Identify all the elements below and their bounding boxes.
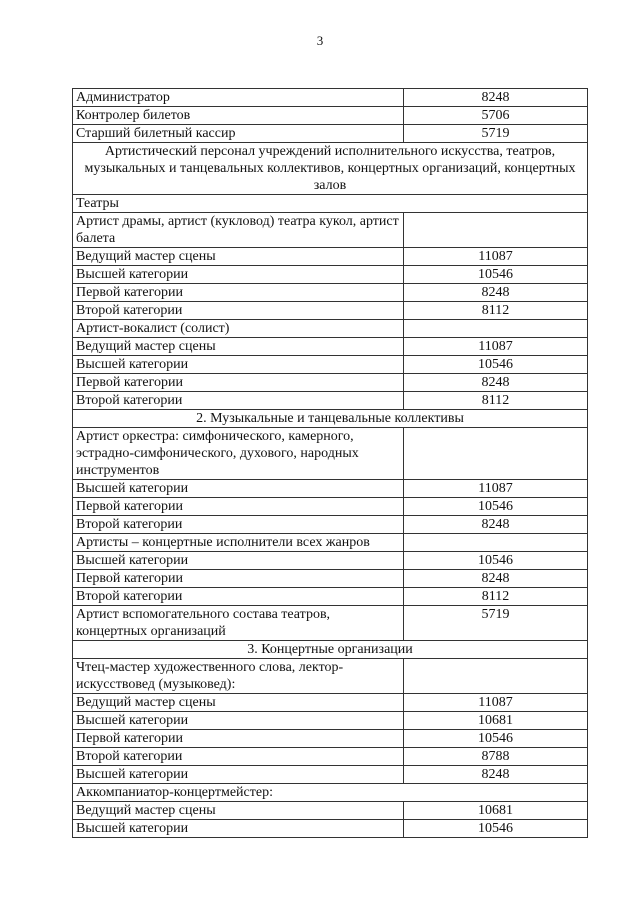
salary-value-cell [404, 534, 588, 552]
position-name-cell: Второй категории [73, 748, 404, 766]
section-header: 2. Музыкальные и танцевальные коллективы [73, 410, 588, 428]
subsection-row [73, 195, 588, 213]
position-name-cell: Контролер билетов [73, 107, 404, 125]
position-name-cell: Ведущий мастер сцены [73, 248, 404, 266]
position-name-cell: Артисты – концертные исполнители всех жанров [73, 534, 404, 552]
table-row [73, 284, 588, 302]
position-name-cell: Высшей категории [73, 820, 404, 838]
salary-value-cell: 8112 [404, 302, 588, 320]
position-name-cell: Второй категории [73, 588, 404, 606]
position-name-cell: Артист драмы, артист (кукловод) театра кукол, артист балета [73, 213, 404, 248]
table-row [73, 552, 588, 570]
table-row [73, 125, 588, 143]
table-row [73, 730, 588, 748]
position-name-cell: Ведущий мастер сцены [73, 338, 404, 356]
page-number: 3 [316, 33, 324, 48]
salary-value-cell: 8248 [404, 516, 588, 534]
position-name-cell: Администратор [73, 89, 404, 107]
subsection-row [73, 784, 588, 802]
position-name-cell: Высшей категории [73, 266, 404, 284]
table-row [73, 606, 588, 641]
salary-value-cell: 5719 [404, 125, 588, 143]
table-row [73, 302, 588, 320]
table-row [73, 89, 588, 107]
position-name-cell: Артист вспомогательного состава театров, концертных организаций [73, 606, 404, 641]
salary-value-cell [404, 320, 588, 338]
salary-value-cell: 10681 [404, 712, 588, 730]
table-row [73, 428, 588, 480]
position-name-cell: Второй категории [73, 516, 404, 534]
position-name-cell: Высшей категории [73, 552, 404, 570]
salary-value-cell: 10546 [404, 820, 588, 838]
salary-value-cell: 8248 [404, 284, 588, 302]
salary-value-cell: 11087 [404, 480, 588, 498]
salary-value-cell [404, 213, 588, 248]
table-row [73, 588, 588, 606]
table-row [73, 570, 588, 588]
table-row [73, 712, 588, 730]
salary-table-body [73, 89, 588, 838]
salary-value-cell: 5719 [404, 606, 588, 641]
table-row [73, 338, 588, 356]
salary-value-cell: 10681 [404, 802, 588, 820]
table-row [73, 266, 588, 284]
salary-value-cell: 10546 [404, 356, 588, 374]
table-row [73, 802, 588, 820]
salary-value-cell: 11087 [404, 248, 588, 266]
table-row [73, 820, 588, 838]
section-header-row [73, 641, 588, 659]
position-name-cell: Первой категории [73, 730, 404, 748]
position-name-cell: Первой категории [73, 374, 404, 392]
salary-value-cell: 8248 [404, 89, 588, 107]
position-name-cell: Второй категории [73, 302, 404, 320]
position-name-cell: Артист-вокалист (солист) [73, 320, 404, 338]
salary-value-cell: 8248 [404, 766, 588, 784]
position-name-cell: Высшей категории [73, 356, 404, 374]
salary-value-cell [404, 428, 588, 480]
table-row [73, 107, 588, 125]
table-row [73, 659, 588, 694]
table-row [73, 694, 588, 712]
position-name-cell: Ведущий мастер сцены [73, 694, 404, 712]
subsection-label: Театры [73, 195, 588, 213]
section-header-row [73, 143, 588, 195]
salary-value-cell: 11087 [404, 694, 588, 712]
table-row [73, 480, 588, 498]
position-name-cell: Первой категории [73, 498, 404, 516]
section-header-row [73, 410, 588, 428]
salary-value-cell: 8248 [404, 374, 588, 392]
table-row [73, 213, 588, 248]
position-name-cell: Высшей категории [73, 480, 404, 498]
table-row [73, 392, 588, 410]
table-row [73, 534, 588, 552]
section-header: Артистический персонал учреждений исполнительного искусства, театров, музыкальных и танцевальных коллективов, концертных организаций, концертных залов [73, 143, 588, 195]
salary-value-cell: 5706 [404, 107, 588, 125]
salary-value-cell: 8248 [404, 570, 588, 588]
salary-value-cell: 8112 [404, 588, 588, 606]
position-name-cell: Артист оркестра: симфонического, камерного, эстрадно-симфонического, духового, народных инструментов [73, 428, 404, 480]
salary-value-cell: 8788 [404, 748, 588, 766]
position-name-cell: Второй категории [73, 392, 404, 410]
salary-value-cell: 8112 [404, 392, 588, 410]
table-row [73, 766, 588, 784]
table-row [73, 498, 588, 516]
salary-value-cell: 10546 [404, 730, 588, 748]
position-name-cell: Высшей категории [73, 712, 404, 730]
salary-value-cell: 10546 [404, 552, 588, 570]
table-row [73, 748, 588, 766]
position-name-cell: Первой категории [73, 284, 404, 302]
position-name-cell: Чтец-мастер художественного слова, лектор-искусствовед (музыковед): [73, 659, 404, 694]
table-row [73, 248, 588, 266]
salary-value-cell [404, 659, 588, 694]
table-row [73, 356, 588, 374]
section-header: 3. Концертные организации [73, 641, 588, 659]
salary-table [72, 88, 588, 838]
position-name-cell: Первой категории [73, 570, 404, 588]
position-name-cell: Ведущий мастер сцены [73, 802, 404, 820]
position-name-cell: Старший билетный кассир [73, 125, 404, 143]
table-row [73, 374, 588, 392]
table-row [73, 516, 588, 534]
table-row [73, 320, 588, 338]
position-name-cell: Высшей категории [73, 766, 404, 784]
salary-value-cell: 10546 [404, 266, 588, 284]
salary-value-cell: 11087 [404, 338, 588, 356]
subsection-label: Аккомпаниатор-концертмейстер: [73, 784, 588, 802]
salary-value-cell: 10546 [404, 498, 588, 516]
